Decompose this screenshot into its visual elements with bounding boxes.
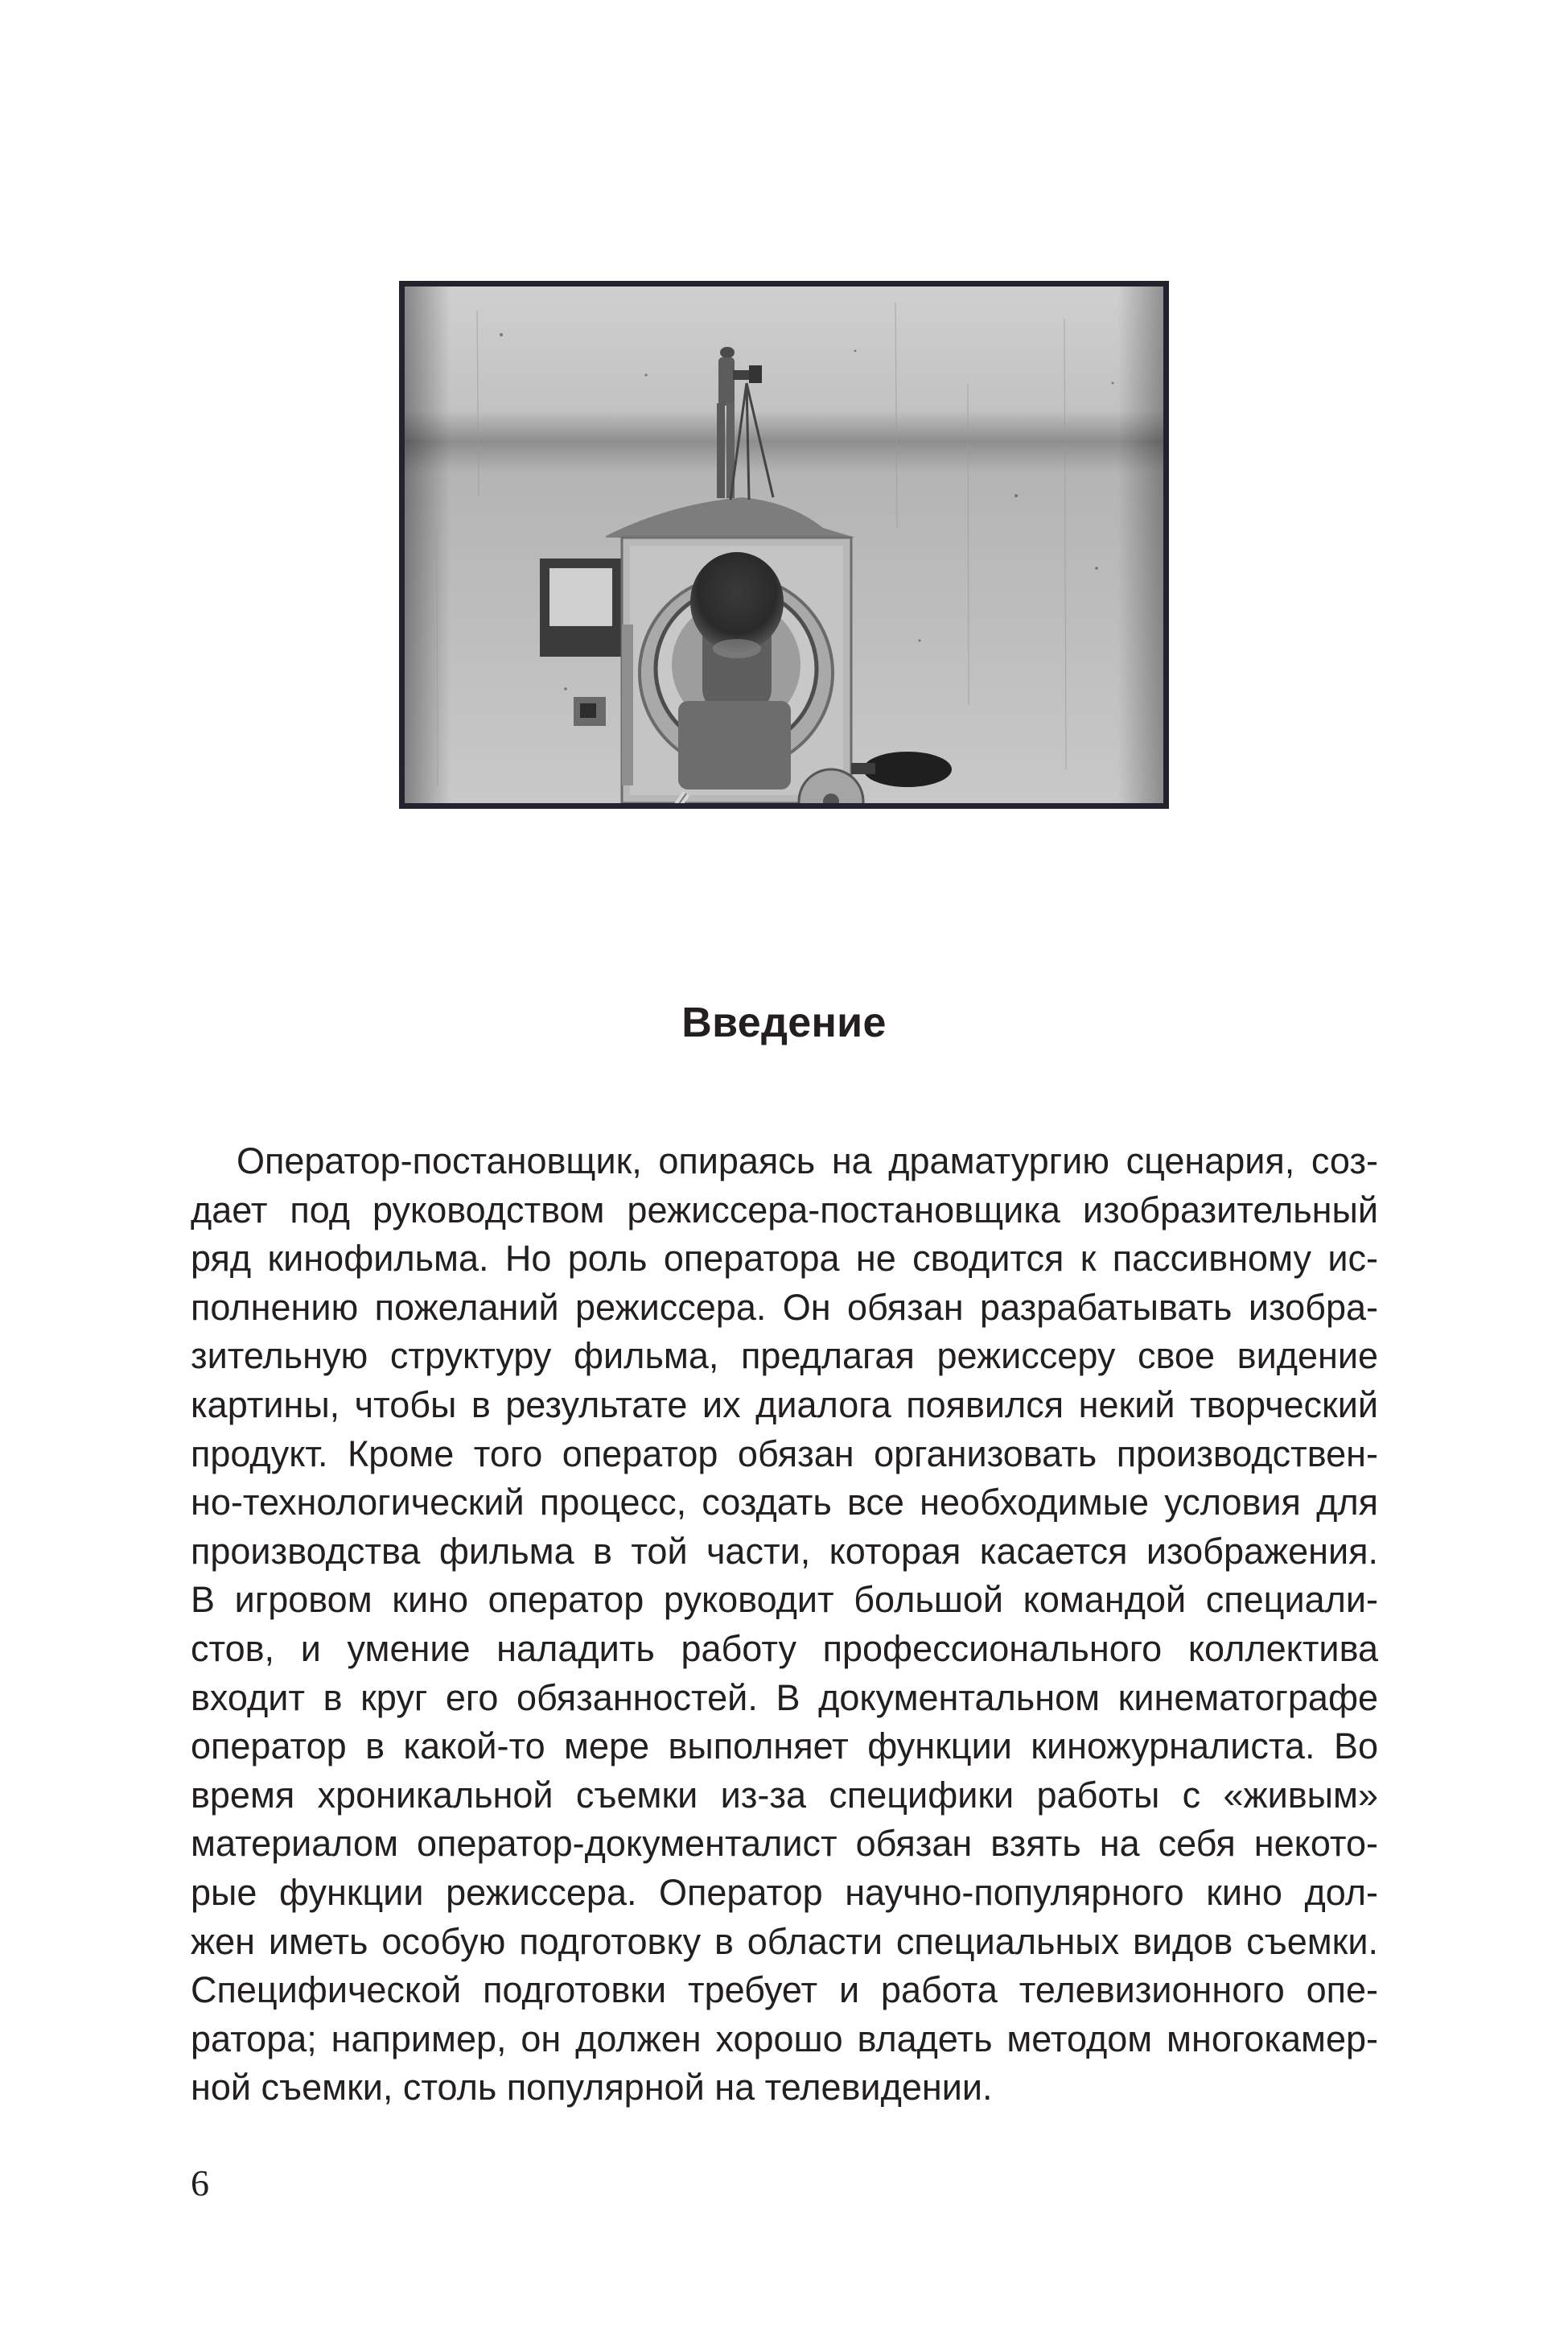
text-line: материалом оператор-документалист обязан взять на себя некото- [191,1823,1378,1865]
text-line: дает под руководством режиссера-постановщика изобразительный [191,1189,1378,1230]
text-line: жен иметь особую подготовку в области специальных видов съемки. [191,1920,1378,1962]
chapter-title: Введение [681,1000,887,1046]
text-line: стов, и умение наладить работу профессионального коллектива [191,1627,1378,1669]
text-line: ряд кинофильма. Но роль оператора не сводится к пассивному ис- [191,1238,1378,1280]
text-line: производства фильма в той части, которая касается изображения. [191,1530,1378,1572]
text-line: Специфической подготовки требует и работа телевизионного опе- [191,1969,1378,2011]
text-line: ной съемки, столь популярной на телевидении. [191,2067,993,2108]
text-line: ратора; например, он должен хорошо владеть методом многокамер- [191,2018,1378,2059]
text-line: оператор в какой-то мере выполняет функции киножурналиста. Во [191,1725,1378,1767]
text-line: но-технологический процесс, создать все необходимые условия для [191,1482,1378,1523]
body-paragraph [191,1137,1378,2113]
text-line: время хроникальной съемки из-за специфики работы с «живым» [191,1774,1378,1816]
text-line: Оператор-постановщик, опираясь на драматургию сценария, соз- [237,1140,1378,1181]
text-line: полнению пожеланий режиссера. Он обязан разрабатывать изобра- [191,1286,1378,1328]
camera-photo-image [405,286,1163,803]
film-still-figure [399,281,1169,809]
text-line: зительную структуру фильма, предлагая режиссеру свое видение [191,1335,1378,1377]
text-line: входит в круг его обязанностей. В документальном кинематографе [191,1676,1378,1718]
text-line: картины, чтобы в результате их диалога появился некий творческий [191,1383,1378,1425]
text-line: В игровом кино оператор руководит большой командой специали- [191,1579,1378,1621]
text-line: продукт. Кроме того оператор обязан организовать производствен- [191,1432,1378,1474]
text-line: рые функции режиссера. Оператор научно-популярного кино дол- [191,1871,1378,1913]
page-number: 6 [191,2162,209,2203]
